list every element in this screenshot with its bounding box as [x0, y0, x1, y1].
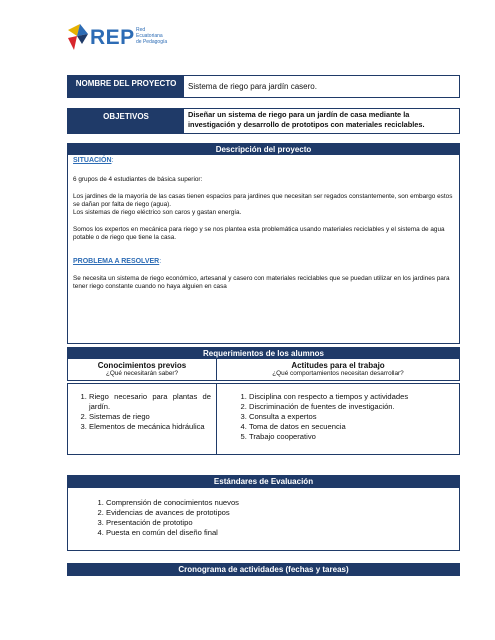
list-item: 2. Sistemas de riego: [89, 412, 211, 422]
list-item: 3. Elementos de mecánica hidráulica: [89, 422, 211, 432]
objectives-label: OBJETIVOS: [68, 109, 184, 133]
standards-header: Estándares de Evaluación: [67, 475, 460, 488]
list-item: 3. Consulta a expertos: [249, 412, 454, 422]
para1-line2: Los sistemas de riego eléctrico son caros y gastan energía.: [73, 209, 242, 216]
objectives-value: Diseñar un sistema de riego para un jardín de casa mediante la investigación y desarrollo de prototipos con materiales reciclables.: [188, 110, 425, 129]
list-item: 1. Disciplina con respecto a tiempos y actividades: [249, 392, 454, 402]
work-attitudes-title: Actitudes para el trabajo: [291, 361, 385, 370]
prior-knowledge-list: [73, 392, 211, 432]
list-item: 5. Trabajo cooperativo: [249, 432, 454, 442]
para1-line1: Los jardines de la mayoría de las casas tienen espacios para jardines que necesitan ser regados constantemente, son embargo estos se dañan por falta de riego (agua).: [73, 193, 453, 208]
rep-logo: [66, 22, 186, 56]
objectives-row: [67, 108, 460, 134]
list-item: 1. Comprensión de conocimientos nuevos: [106, 498, 454, 508]
list-item: 2. Evidencias de avances de prototipos: [106, 508, 454, 518]
logo-subtitle: Red Ecuatoriana de Pedagogía: [136, 27, 168, 45]
list-item: 4. Puesta en común del diseño final: [106, 528, 454, 538]
schedule-header: Cronograma de actividades (fechas y tareas): [67, 563, 460, 576]
work-attitudes-question: ¿Qué comportamientos necesitan desarrollar?: [272, 370, 404, 377]
requirements-subheader-right: [216, 359, 460, 381]
standards-list: [90, 498, 454, 538]
work-attitudes-list: [233, 392, 454, 442]
requirements-header: Requerimientos de los alumnos: [67, 347, 460, 359]
logo-brand: REP: [90, 26, 135, 49]
project-label: NOMBRE DEL PROYECTO: [68, 76, 184, 97]
prior-knowledge-question: ¿Qué necesitarán saber?: [105, 370, 179, 377]
standards-body: [67, 488, 460, 551]
problema-text: Se necesita un sistema de riego económico, artesanal y casero con materiales reciclables que se puedan utilizar en los jardines para tener riego constante cuando no haya alguien en casa: [73, 275, 450, 290]
project-row: [67, 75, 460, 98]
requirements-left-cell: [67, 383, 217, 455]
list-item: 4. Toma de datos en secuencia: [249, 422, 454, 432]
list-item: 1. Riego necesario para plantas de jardín.: [89, 392, 211, 412]
groups-text: 6 grupos de 4 estudiantes de básica superior:: [73, 176, 203, 183]
requirements-right-cell: [216, 383, 460, 455]
list-item: 2. Discriminación de fuentes de investigación.: [249, 402, 454, 412]
description-header: Descripción del proyecto: [67, 143, 460, 155]
project-value: Sistema de riego para jardín casero.: [188, 82, 317, 91]
para2: Somos los expertos en mecánica para riego y se nos plantea esta problemática usando materiales reciclables y el sistema de agua potable o de riego que tiene la casa.: [73, 226, 445, 241]
list-item: 3. Presentación de prototipo: [106, 518, 454, 528]
prior-knowledge-title: Conocimientos previos: [97, 361, 187, 370]
description-body: SITUACIÓN: 6 grupos de 4 estudiantes de básica superior: Los jardines de la mayoría de las casas tienen espacios para jardines que necesitan ser regados constantemente, son embargo estos se dañan por falta de riego (agua). Los sistemas de riego eléctrico son caros y gastan energía. Somos los expertos en mecánica para riego y se nos plantea esta problemática usando materiales reciclables y el sistema de agua potable o de riego que tiene la casa. PROBLEMA A RESOLVER: Se necesita un sistema de riego económico, artesanal y casero con materiales reciclables que se puedan utilizar en los jardines para tener riego constante cuando no haya alguien en casa: [67, 155, 460, 344]
requirements-subheader-left: [67, 359, 217, 381]
situacion-label: SITUACIÓN: [73, 157, 112, 164]
rep-logo-icon: [66, 22, 90, 56]
problema-label: PROBLEMA A RESOLVER: [73, 258, 160, 265]
